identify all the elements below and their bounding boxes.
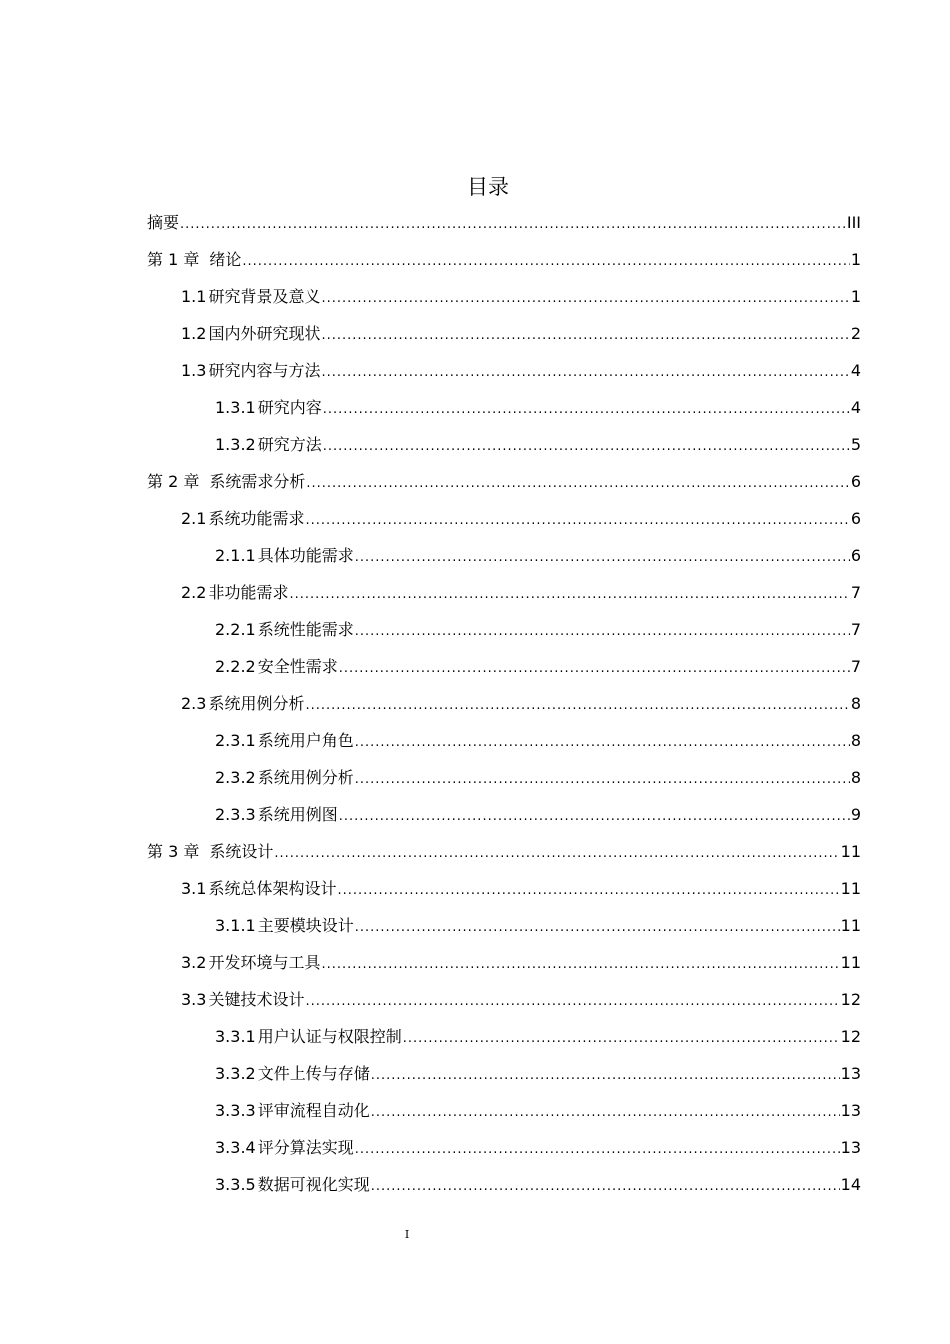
toc-entry-number: 3.3.3 <box>215 1101 256 1120</box>
toc-entry-text: 绪论 <box>209 250 242 269</box>
toc-dot-leader <box>305 502 849 539</box>
toc-entry-number: 2.1 <box>181 509 207 528</box>
toc-entry-page: 6 <box>850 472 861 491</box>
toc-dot-leader <box>323 391 850 428</box>
toc-dot-leader <box>321 317 849 354</box>
footer-page-number: I <box>404 1228 410 1241</box>
toc-entry[interactable] <box>147 722 861 759</box>
toc-entry-text: 系统需求分析 <box>209 472 306 491</box>
toc-dot-leader <box>355 761 850 798</box>
toc-entry[interactable] <box>147 1055 861 1092</box>
toc-entry-text: 具体功能需求 <box>257 546 354 565</box>
toc-dot-leader <box>323 428 850 465</box>
toc-entry-number: 1.3.2 <box>215 435 256 454</box>
toc-entry-label <box>215 1129 354 1166</box>
toc-entry-number: 2.2.1 <box>215 620 256 639</box>
toc-entry-number: 3.3.1 <box>215 1027 256 1046</box>
toc-entry-text: 摘要 <box>147 213 180 232</box>
toc-entry[interactable] <box>147 463 861 500</box>
toc-entry-page: 14 <box>840 1175 861 1194</box>
toc-entry-label <box>181 870 336 907</box>
toc-entry[interactable] <box>147 389 861 426</box>
toc-entry-label <box>215 611 354 648</box>
toc-dot-leader <box>274 835 839 872</box>
toc-entry-number: 第 1 章 <box>147 250 200 269</box>
toc-entry[interactable] <box>147 981 861 1018</box>
toc-entry-number: 2.2.2 <box>215 657 256 676</box>
toc-dot-leader <box>306 465 849 502</box>
toc-entry[interactable] <box>147 537 861 574</box>
toc-entry-label <box>215 389 322 426</box>
toc-entry[interactable] <box>147 1018 861 1055</box>
toc-entry-label <box>215 1018 402 1055</box>
toc-entry-page: 2 <box>850 324 861 343</box>
toc-entry-number: 1.1 <box>181 287 207 306</box>
toc-entry-label <box>181 278 320 315</box>
toc-entry-page: 13 <box>840 1101 861 1120</box>
toc-entry-page: 4 <box>850 361 861 380</box>
toc-entry[interactable] <box>147 204 861 241</box>
toc-entry-text: 系统用户角色 <box>257 731 354 750</box>
toc-entry[interactable] <box>147 241 861 278</box>
toc-entry-page: 4 <box>850 398 861 417</box>
toc-entry-page: 1 <box>850 287 861 306</box>
toc-entry-page: 6 <box>850 546 861 565</box>
toc-entry[interactable] <box>147 574 861 611</box>
toc-entry[interactable] <box>147 1092 861 1129</box>
toc-entry-page: 5 <box>850 435 861 454</box>
toc-dot-leader <box>242 243 849 280</box>
toc-entry[interactable] <box>147 315 861 352</box>
toc-entry-label <box>215 907 354 944</box>
toc-entry-text: 用户认证与权限控制 <box>257 1027 402 1046</box>
toc-entry-page: 7 <box>850 657 861 676</box>
toc-entry-label <box>147 241 241 278</box>
toc-entry-label <box>215 759 354 796</box>
toc-entry-number: 2.3 <box>181 694 207 713</box>
toc-entry-number: 2.3.3 <box>215 805 256 824</box>
toc-entry-page: 13 <box>840 1138 861 1157</box>
toc-dot-leader <box>355 613 850 650</box>
toc-entry-number: 3.2 <box>181 953 207 972</box>
toc-entry-text: 主要模块设计 <box>257 916 354 935</box>
toc-entry-page: 6 <box>850 509 861 528</box>
toc-dot-leader <box>321 354 849 391</box>
toc-entry-page: 7 <box>850 583 861 602</box>
toc-entry-number: 3.3.2 <box>215 1064 256 1083</box>
toc-dot-leader <box>289 576 849 613</box>
toc-entry-text: 安全性需求 <box>257 657 338 676</box>
toc-entry-page: III <box>846 213 861 232</box>
toc-entry-label <box>215 537 354 574</box>
toc-entry-text: 研究背景及意义 <box>208 287 321 306</box>
toc-entry[interactable] <box>147 833 861 870</box>
toc-entry-text: 系统用例图 <box>257 805 338 824</box>
toc-entry[interactable] <box>147 870 861 907</box>
toc-entry-number: 3.3 <box>181 990 207 1009</box>
toc-entry-number: 2.1.1 <box>215 546 256 565</box>
toc-entry-label <box>181 574 288 611</box>
toc-entry-number: 3.1 <box>181 879 207 898</box>
toc-entry-text: 研究方法 <box>257 435 322 454</box>
toc-dot-leader <box>355 1131 840 1168</box>
toc-entry-text: 国内外研究现状 <box>208 324 321 343</box>
toc-entry-label <box>181 944 320 981</box>
toc-entry-number: 3.1.1 <box>215 916 256 935</box>
toc-entry[interactable] <box>147 907 861 944</box>
toc-entry-text: 系统功能需求 <box>208 509 305 528</box>
toc-entry[interactable] <box>147 1129 861 1166</box>
toc-entry-text: 系统用例分析 <box>208 694 305 713</box>
toc-entry-number: 1.3 <box>181 361 207 380</box>
toc-entry-page: 1 <box>850 250 861 269</box>
toc-entry[interactable] <box>147 352 861 389</box>
toc-entry-number: 2.3.2 <box>215 768 256 787</box>
toc-dot-leader <box>355 724 850 761</box>
toc-entry-text: 研究内容与方法 <box>208 361 321 380</box>
toc-entry[interactable] <box>147 1166 861 1203</box>
toc-dot-leader <box>305 687 849 724</box>
toc-entry-text: 文件上传与存储 <box>257 1064 370 1083</box>
toc-entry-text: 开发环境与工具 <box>208 953 321 972</box>
toc-entry-text: 系统总体架构设计 <box>208 879 337 898</box>
toc-entry-text: 评分算法实现 <box>257 1138 354 1157</box>
toc-dot-leader <box>337 872 839 909</box>
toc-entry-number: 1.3.1 <box>215 398 256 417</box>
toc-entry-page: 8 <box>850 731 861 750</box>
toc-entry-label <box>181 685 304 722</box>
toc-entry-label <box>181 352 320 389</box>
toc-entry-label <box>215 648 338 685</box>
table-of-contents <box>147 204 861 1203</box>
toc-entry-page: 8 <box>850 694 861 713</box>
toc-entry-page: 11 <box>840 953 861 972</box>
toc-entry[interactable] <box>147 278 861 315</box>
toc-entry-text: 评审流程自动化 <box>257 1101 370 1120</box>
toc-entry-label <box>215 722 354 759</box>
toc-dot-leader <box>403 1020 840 1057</box>
toc-dot-leader <box>371 1094 840 1131</box>
toc-entry-number: 3.3.5 <box>215 1175 256 1194</box>
toc-entry-number: 第 2 章 <box>147 472 200 491</box>
toc-entry-text: 系统性能需求 <box>257 620 354 639</box>
toc-entry-label <box>147 204 179 241</box>
toc-entry[interactable] <box>147 426 861 463</box>
toc-entry-page: 11 <box>840 916 861 935</box>
toc-entry-label <box>215 1055 370 1092</box>
toc-dot-leader <box>371 1168 840 1205</box>
toc-entry-number: 2.3.1 <box>215 731 256 750</box>
toc-entry[interactable] <box>147 685 861 722</box>
toc-dot-leader <box>321 280 849 317</box>
toc-entry-page: 7 <box>850 620 861 639</box>
toc-entry-number: 3.3.4 <box>215 1138 256 1157</box>
toc-dot-leader <box>321 946 839 983</box>
toc-entry-text: 关键技术设计 <box>208 990 305 1009</box>
toc-entry-page: 13 <box>840 1064 861 1083</box>
toc-entry[interactable] <box>147 500 861 537</box>
toc-dot-leader <box>339 650 850 687</box>
toc-entry-text: 系统设计 <box>209 842 274 861</box>
toc-entry[interactable] <box>147 759 861 796</box>
toc-dot-leader <box>355 909 840 946</box>
toc-entry-page: 12 <box>840 1027 861 1046</box>
toc-entry[interactable] <box>147 944 861 981</box>
toc-entry[interactable] <box>147 796 861 833</box>
toc-entry-label <box>215 1092 370 1129</box>
toc-entry[interactable] <box>147 611 861 648</box>
toc-entry-label <box>147 833 273 870</box>
toc-entry-label <box>215 796 338 833</box>
toc-entry-label <box>215 426 322 463</box>
toc-entry-label <box>181 315 320 352</box>
toc-entry-text: 系统用例分析 <box>257 768 354 787</box>
toc-entry-number: 第 3 章 <box>147 842 200 861</box>
toc-entry-page: 11 <box>840 879 861 898</box>
toc-dot-leader <box>305 983 839 1020</box>
toc-entry-text: 数据可视化实现 <box>257 1175 370 1194</box>
toc-dot-leader <box>371 1057 840 1094</box>
toc-entry[interactable] <box>147 648 861 685</box>
toc-entry-page: 11 <box>840 842 861 861</box>
page-title: 目录 <box>467 175 509 199</box>
toc-entry-text: 研究内容 <box>257 398 322 417</box>
toc-dot-leader <box>180 206 846 243</box>
toc-dot-leader <box>339 798 850 835</box>
toc-entry-page: 8 <box>850 768 861 787</box>
toc-entry-label <box>147 463 305 500</box>
toc-entry-number: 2.2 <box>181 583 207 602</box>
toc-entry-label <box>215 1166 370 1203</box>
toc-entry-page: 12 <box>840 990 861 1009</box>
toc-entry-text: 非功能需求 <box>208 583 289 602</box>
toc-entry-number: 1.2 <box>181 324 207 343</box>
toc-dot-leader <box>355 539 850 576</box>
toc-entry-label <box>181 500 304 537</box>
toc-entry-label <box>181 981 304 1018</box>
toc-entry-page: 9 <box>850 805 861 824</box>
